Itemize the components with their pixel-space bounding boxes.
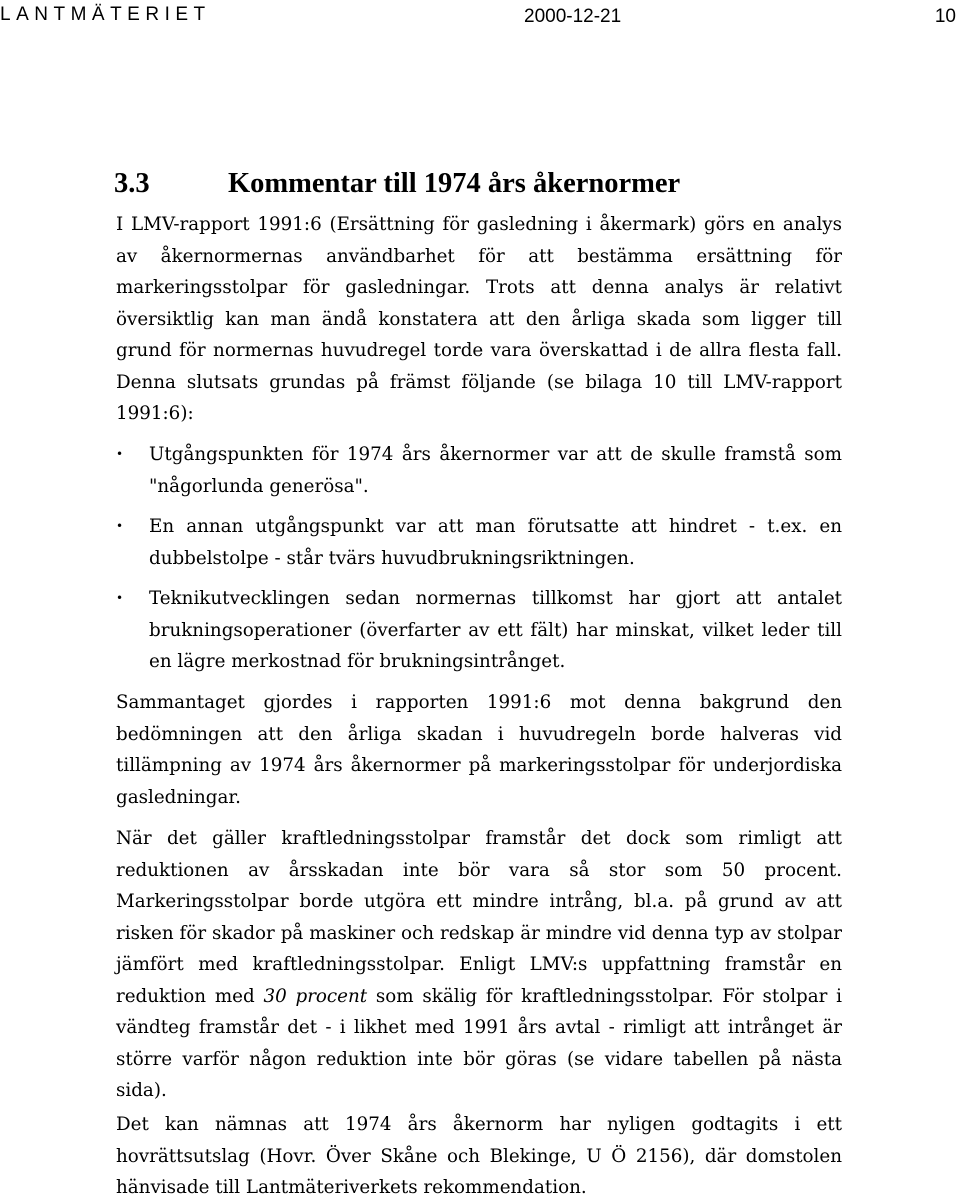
reduction-emphasis: 30 procent [263,985,368,1007]
bullet-text: Teknikutvecklingen sedan normernas tillkomst har gjort att antalet brukningsoperationer (överfarter av ett fält) har minskat, vilket leder till en lägre merkostnad för brukningsintrånget. [149,588,842,672]
intro-paragraph: I LMV-rapport 1991:6 (Ersättning för gasledning i åkermark) görs en analys av åkernormernas användbarhet för att bestämma ersättning för markeringsstolpar för gasledningar. Trots att denna analys är relativt översiktlig kan man ändå konstatera att den årliga skada som ligger till grund för normernas huvudregel torde vara överskattad i de allra flesta fall. Denna slutsats grundas på främst följande (se bilaga 10 till LMV-rapport 1991:6): [116,214,842,424]
summary-paragraph: Sammantaget gjordes i rapporten 1991:6 mot denna bakgrund den bedömningen att den årliga skadan i huvudregeln borde halveras vid tillämpning av 1974 års åkernormer på markeringsstolpar för underjordiska gasledningar. [116,692,842,808]
section-number: 3.3 [114,168,150,199]
page-number: 10 [934,6,956,27]
power-lines-paragraph [116,823,842,1107]
bullet-text: Utgångspunkten för 1974 års åkernormer var att de skulle framstå som "någorlunda generösa". [149,444,842,497]
power-lines-text-1: När det gäller kraftledningsstolpar framstår det dock som rimligt att reduktionen av årsskadan inte bör vara så stor som 50 procent. Markeringsstolpar borde utgöra ett mindre intrång, bl.a. på grund av att risken för skador på maskiner och redskap är mindre vid denna typ av stolpar jämfört med kraftledningsstolpar. Enligt LMV:s uppfattning framstår en reduktion med [116,828,842,1007]
bullet-text: En annan utgångspunkt var att man förutsatte att hindret - t.ex. en dubbelstolpe - står tvärs huvudbrukningsriktningen. [149,516,842,569]
section-title: Kommentar till 1974 års åkernormer [228,168,681,199]
bullet-marker: • [116,519,124,533]
list-item [116,583,842,678]
bullet-marker: • [116,447,124,461]
list-item [116,439,842,502]
power-lines-text-2: som skälig för kraftledningsstolpar. För stolpar i vändteg framstår det - i likhet med 1991 års avtal - rimligt att intrånget är större varför någon reduktion inte bör göras (se vidare tabellen på nästa sida). [116,985,843,1101]
header-organization: LANTMÄTERIET [0,4,211,25]
list-item [116,511,842,574]
court-paragraph: Det kan nämnas att 1974 års åkernorm har nyligen godtagits i ett hovrättsutslag (Hovr. Över Skåne och Blekinge, U Ö 2156), där domstolen hänvisade till Lantmäteriverkets rekommendation. [116,1114,842,1198]
section-heading [114,168,680,200]
header-date: 2000-12-21 [524,6,622,27]
bullet-marker: • [116,591,124,605]
